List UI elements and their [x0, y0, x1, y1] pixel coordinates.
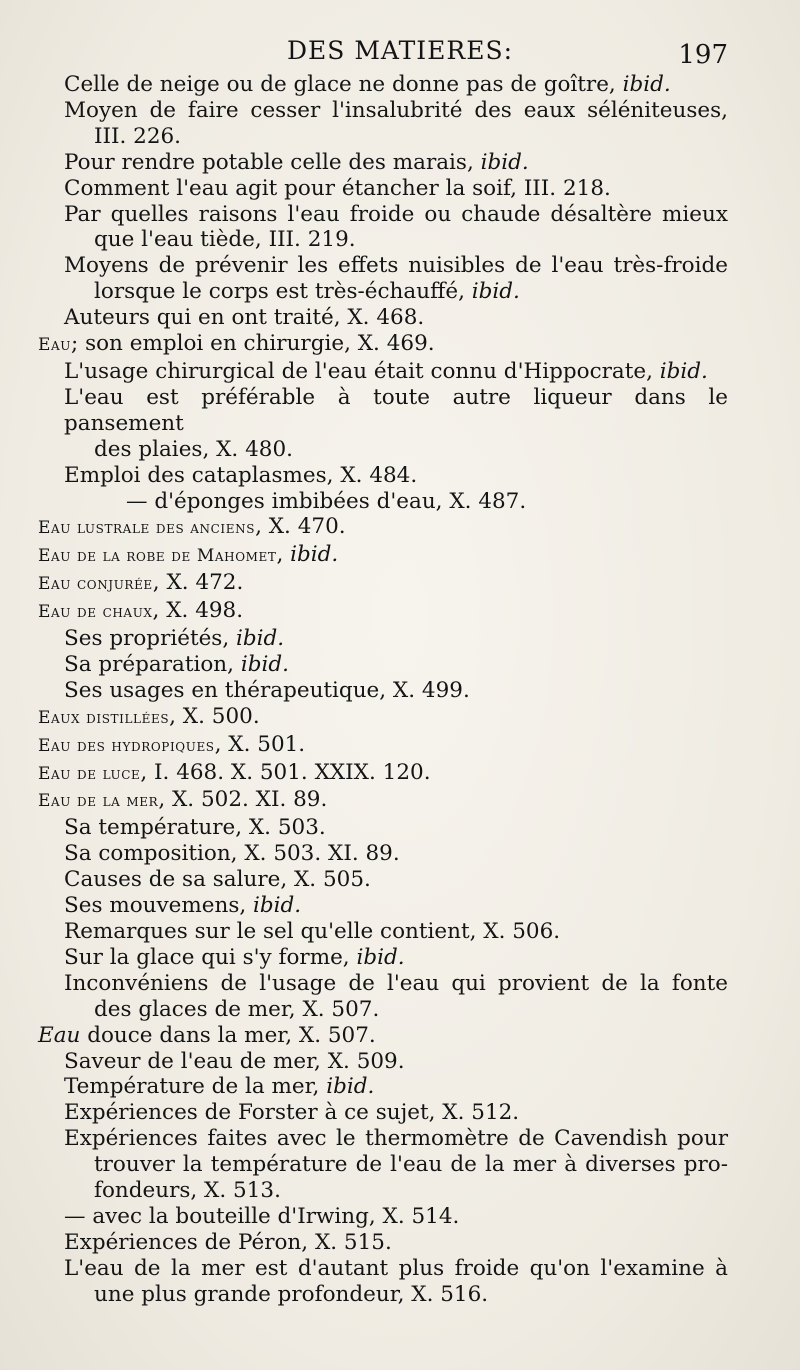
- entry-text: [64, 1126, 728, 1152]
- ibid-reference: ibid.: [659, 358, 708, 384]
- entry-text: [64, 1256, 728, 1282]
- index-entry: [38, 704, 728, 732]
- index-entry: [38, 841, 728, 867]
- index-entry: [38, 997, 728, 1023]
- entry-body: Ses mouvemens,: [64, 893, 254, 919]
- ibid-reference: ibid.: [253, 893, 302, 919]
- entry-body: Moyen de faire cesser l'insalubrité des eaux séléniteuses,: [64, 97, 728, 123]
- entry-body: Emploi des cataplasmes, X. 484.: [64, 462, 418, 488]
- entry-text: [38, 704, 260, 729]
- entry-heading: Eau: [38, 335, 71, 356]
- index-entry: [38, 72, 728, 98]
- index-entry: [38, 331, 728, 359]
- entry-heading: Eau des hydropiques: [38, 735, 215, 756]
- entry-text: [94, 437, 293, 462]
- entry-text: [64, 1230, 392, 1255]
- entry-body: , X. 470.: [255, 514, 346, 540]
- entry-body: Causes de sa salure, X. 505.: [64, 867, 371, 893]
- index-entry: [38, 279, 728, 305]
- page-number: 197: [678, 40, 728, 70]
- index-entry: [38, 1049, 728, 1075]
- entry-text: [64, 945, 405, 970]
- entry-body: Pour rendre potable celle des marais,: [64, 149, 481, 175]
- index-entry: [38, 815, 728, 841]
- entry-text: [64, 893, 301, 918]
- index-entry: [38, 867, 728, 893]
- entry-body: Celle de neige ou de glace ne donne pas de goître,: [64, 72, 623, 97]
- entry-body: Sur la glace qui s'y forme,: [64, 944, 357, 970]
- entry-body: Moyens de prévenir les effets nuisibles de l'eau très-froide: [64, 253, 728, 279]
- entry-body: L'eau de la mer est d'autant plus froide qu'on l'examine à: [64, 1255, 728, 1281]
- entry-body: douce dans la mer, X. 507.: [80, 1022, 376, 1048]
- index-entry: [38, 1256, 728, 1282]
- entry-heading: Eau de chaux: [38, 602, 153, 623]
- entry-body: , X. 498.: [152, 598, 244, 624]
- entry-body: , X. 500.: [169, 703, 260, 729]
- entry-body: , X. 472.: [152, 570, 244, 596]
- index-entry: [38, 463, 728, 489]
- entry-heading: Eau de la mer: [38, 791, 159, 812]
- entry-text: [64, 867, 371, 892]
- entry-heading: Eau conjurée: [38, 574, 153, 595]
- index-entry: [38, 1023, 728, 1049]
- entry-body: — d'éponges imbibées d'eau, X. 487.: [126, 488, 527, 514]
- index-entry: [38, 176, 728, 202]
- entry-body: , X. 502. XI. 89.: [158, 787, 328, 813]
- index-entry: [38, 514, 728, 542]
- index-entry: [38, 971, 728, 997]
- index-entry: [38, 919, 728, 945]
- entry-body: — avec la bouteille d'Irwing, X. 514.: [64, 1203, 460, 1229]
- entry-body: Expériences de Péron, X. 515.: [64, 1229, 392, 1255]
- index-entry: [38, 489, 728, 515]
- index-entry: [38, 124, 728, 150]
- entry-text: [64, 305, 424, 330]
- entry-body: Comment l'eau agit pour étancher la soif, III. 218.: [64, 175, 611, 201]
- entry-body: Expériences faites avec le thermomètre de Cavendish pour: [64, 1126, 728, 1152]
- entry-body: Auteurs qui en ont traité, X. 468.: [64, 305, 425, 331]
- entry-text: [64, 202, 728, 228]
- index-entry: [38, 227, 728, 253]
- entry-text: [38, 598, 243, 623]
- entry-text: [64, 1049, 405, 1074]
- entry-body: ,: [276, 542, 291, 568]
- entry-heading: Eaux distillées: [38, 707, 170, 728]
- entry-text: [38, 570, 243, 595]
- entry-body: Inconvéniens de l'usage de l'eau qui provient de la fonte: [64, 970, 728, 996]
- ibid-reference: ibid.: [480, 149, 529, 175]
- entry-body: , I. 468. X. 501. XXIX. 120.: [140, 759, 431, 785]
- entry-body: Par quelles raisons l'eau froide ou chaude désaltère mieux: [64, 201, 728, 227]
- entry-text: [64, 652, 289, 677]
- entry-body: Température de la mer,: [64, 1074, 327, 1100]
- entry-heading: Eau: [38, 1022, 81, 1048]
- entry-text: [64, 359, 708, 384]
- entry-body: L'usage chirurgical de l'eau était connu d'Hippocrate,: [64, 358, 660, 384]
- entry-body: Ses propriétés,: [64, 626, 237, 652]
- index-entry: [38, 150, 728, 176]
- entry-text: [64, 463, 417, 488]
- index-entry: [38, 437, 728, 463]
- entry-body: Saveur de l'eau de mer, X. 509.: [64, 1048, 405, 1074]
- entry-body: que l'eau tiède, III. 219.: [94, 227, 356, 253]
- index-entry: [38, 1152, 728, 1178]
- entry-text: [64, 176, 611, 201]
- entry-body: des plaies, X. 480.: [94, 436, 293, 462]
- entry-text: [64, 150, 529, 175]
- entry-text: [94, 1178, 281, 1203]
- entry-text: [64, 626, 284, 651]
- entry-heading: Eau de la robe de Mahomet: [38, 546, 277, 567]
- entry-text: [38, 1023, 376, 1048]
- entry-body: L'eau est préférable à toute autre liqueur dans le pansement: [64, 384, 728, 436]
- entry-text: [126, 489, 526, 514]
- running-title: DES MATIERES:: [286, 36, 514, 65]
- index-entry: [38, 598, 728, 626]
- entry-text: [94, 227, 356, 252]
- entry-body: III. 226.: [94, 123, 182, 149]
- index-entry: [38, 652, 728, 678]
- entry-text: [64, 385, 728, 437]
- index-entry: [38, 359, 728, 385]
- index-entry: [38, 787, 728, 815]
- entry-heading: Eau de luce: [38, 763, 141, 784]
- page-header: [0, 30, 800, 76]
- entry-text: [64, 98, 728, 124]
- index-entry: [38, 98, 728, 124]
- entry-body: ; son emploi en chirurgie, X. 469.: [71, 331, 435, 357]
- index-entry: [38, 945, 728, 971]
- index-entry: [38, 760, 728, 788]
- ibid-reference: ibid.: [622, 72, 671, 97]
- entry-body: Ses usages en thérapeutique, X. 499.: [64, 677, 470, 703]
- index-entry: [38, 1178, 728, 1204]
- entry-text: [64, 841, 400, 866]
- entry-text: [64, 253, 728, 279]
- entry-text: [64, 678, 470, 703]
- entry-body: fondeurs, X. 513.: [94, 1178, 281, 1204]
- ibid-reference: ibid.: [240, 651, 289, 677]
- ibid-reference: ibid.: [290, 542, 339, 568]
- entry-body: Sa composition, X. 503. XI. 89.: [64, 841, 400, 867]
- entry-body: Expériences de Forster à ce sujet, X. 512.: [64, 1100, 520, 1126]
- index-entry: [38, 305, 728, 331]
- index-entry: [38, 542, 728, 570]
- entry-text: [64, 971, 728, 997]
- index-entry: [38, 732, 728, 760]
- entry-body: lorsque le corps est très-échauffé,: [94, 279, 472, 305]
- index-entry: [38, 202, 728, 228]
- entry-text: [38, 514, 346, 539]
- entry-text: [64, 1074, 374, 1099]
- index-entry: [38, 678, 728, 704]
- index-entry: [38, 1100, 728, 1126]
- entry-text: [64, 1100, 519, 1125]
- index-entry: [38, 1074, 728, 1100]
- entry-text: [94, 1152, 728, 1178]
- entry-text: [64, 815, 326, 840]
- index-entry: [38, 1126, 728, 1152]
- index-entry: [38, 626, 728, 652]
- entry-text: [38, 732, 305, 757]
- entry-body: trouver la température de l'eau de la mer à diverses pro-: [94, 1152, 728, 1178]
- entry-text: [38, 760, 431, 785]
- ibid-reference: ibid.: [356, 944, 405, 970]
- entry-heading: Eau lustrale des anciens: [38, 518, 256, 539]
- entry-text: [94, 1282, 488, 1307]
- entry-body: Sa température, X. 503.: [64, 815, 326, 841]
- ibid-reference: ibid.: [471, 279, 520, 305]
- index-entries: [38, 72, 728, 1308]
- index-entry: [38, 385, 728, 437]
- entry-text: [38, 787, 327, 812]
- entry-text: [94, 279, 520, 304]
- entry-body: une plus grande profondeur, X. 516.: [94, 1281, 489, 1307]
- index-entry: [38, 570, 728, 598]
- index-entry: [38, 253, 728, 279]
- entry-body: des glaces de mer, X. 507.: [94, 996, 380, 1022]
- entry-text: [94, 124, 181, 149]
- index-entry: [38, 1204, 728, 1230]
- index-entry: [38, 1230, 728, 1256]
- entry-text: [38, 542, 338, 567]
- index-entry: [38, 1282, 728, 1308]
- entry-body: Sa préparation,: [64, 651, 241, 677]
- ibid-reference: ibid.: [236, 626, 285, 652]
- index-entry: [38, 893, 728, 919]
- entry-text: [38, 331, 435, 356]
- entry-body: Remarques sur le sel qu'elle contient, X. 506.: [64, 919, 561, 944]
- entry-text: [64, 72, 671, 97]
- entry-text: [64, 1204, 459, 1229]
- entry-body: , X. 501.: [214, 731, 306, 757]
- entry-text: [64, 919, 560, 944]
- ibid-reference: ibid.: [326, 1074, 375, 1100]
- entry-text: [94, 997, 379, 1022]
